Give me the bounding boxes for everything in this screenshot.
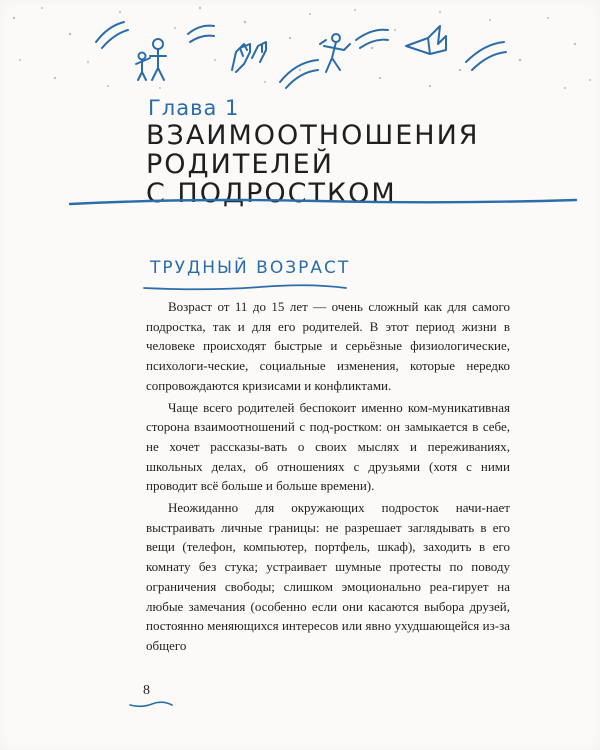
paragraph: Возраст от 11 до 15 лет — очень сложный как для самого подростка, так и для его родителей. В этот период жизни в человеке происходят быстрые и серьёзные физиологические, психологи-ческие, социальные изменения, которые нередко сопровождаются кризисами и конфликтами. bbox=[146, 299, 510, 393]
chapter-title-line: ВЗАИМООТНОШЕНИЯ bbox=[146, 120, 480, 151]
section-underline bbox=[140, 283, 350, 293]
hands-icon bbox=[232, 42, 266, 72]
chapter-title-line: РОДИТЕЛЕЙ bbox=[146, 149, 334, 180]
title-underline bbox=[68, 194, 578, 212]
chapter-label: Глава 1 bbox=[148, 96, 240, 120]
header-illustration bbox=[0, 0, 600, 95]
paragraph: Чаще всего родителей беспокоит именно ком-муникативная сторона взаимоотношений с под-ростком: он замыкается в себе, не хочет рассказы-вать о своих мыслях и переживаниях, школьных делах, об отношениях с друзьями (хотя с ними проводит всё больше и больше времени). bbox=[146, 399, 510, 494]
section-title: ТРУДНЫЙ ВОЗРАСТ bbox=[150, 258, 351, 278]
paragraph: Неожиданно для окружающих подросток начи-нает выстраивать личные границы: не разрешает заглядывать в его вещи (телефон, компьютер, портфель, шкаф), заходить в его комнату без стука; устраивает шумные протесты по поводу ограничения свободы; слишком эмоционально реа-гирует на любые замечания (особенно если они касаются выбора друзей, постоянно меняющихся интересов или явно ухудшающейся из-за общего bbox=[146, 500, 510, 653]
origami-bird-icon bbox=[406, 26, 446, 54]
page-number-underline bbox=[128, 700, 174, 710]
chapter-title-line: С ПОДРОСТКОМ bbox=[146, 178, 397, 209]
figure-icon bbox=[320, 34, 350, 72]
body-text bbox=[146, 297, 510, 656]
parent-child-icon bbox=[136, 39, 166, 80]
page-number: 8 bbox=[143, 683, 150, 698]
